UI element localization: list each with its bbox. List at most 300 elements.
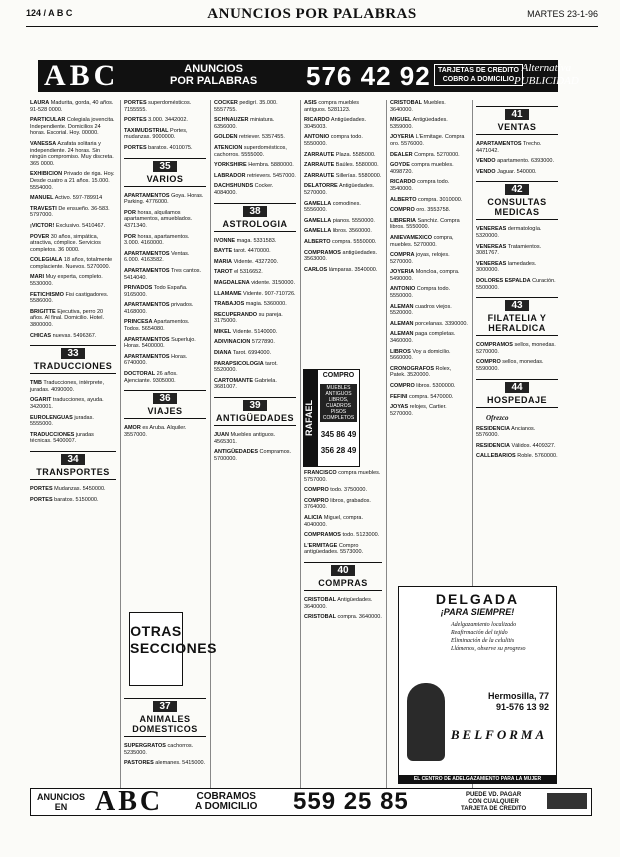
entry-keyword: LLAMAME <box>214 290 242 297</box>
classified-entry <box>304 134 382 147</box>
entry-text: Baúles. 5580000. <box>335 162 379 169</box>
entry-keyword: SCHNAUZER <box>214 117 249 124</box>
entry-keyword: ANTONIO <box>304 134 330 141</box>
section-number: 36 <box>153 393 176 404</box>
banner-anuncios <box>170 63 257 87</box>
entry-keyword: ZARRAUTE <box>304 151 335 158</box>
entry-keyword: COMPRO <box>304 487 329 494</box>
entry-text: Traducciones, intérprete, juradas. 4090000. <box>30 380 104 393</box>
delgada-item: Llámenos, observe su progreso <box>451 646 526 652</box>
delgada-ad <box>398 586 557 784</box>
entry-text: traducciones, ayuda. 3420001. <box>30 397 104 410</box>
column-4 <box>304 100 382 277</box>
section-name: FILATELIA Y HERALDICA <box>487 313 547 334</box>
classified-entry <box>304 470 382 483</box>
classified-entry <box>214 145 296 158</box>
entry-text: pianos. 5550000. <box>332 217 375 224</box>
compro-item: LIBROS, CUADROS <box>325 397 351 409</box>
classified-entry <box>304 173 382 180</box>
classified-entry <box>124 302 206 315</box>
entry-keyword: PORTES <box>124 144 147 151</box>
bottom-abc-logo: ABC <box>95 786 164 817</box>
entry-text: Superlujo. Horas. 5400000. <box>124 336 196 350</box>
card-line2: COBRO A DOMICILIO <box>442 76 515 83</box>
otras-line2: SECCIONES <box>130 640 217 656</box>
section-name: ANTIGÜEDADES <box>215 413 294 424</box>
entry-keyword: PORTES <box>30 485 53 492</box>
classified-entry <box>390 331 468 344</box>
column-divider <box>300 100 301 790</box>
entry-keyword: VENDO <box>476 158 496 165</box>
section-number: 41 <box>505 109 528 120</box>
entry-keyword: RESIDENCIA <box>476 425 510 432</box>
entry-keyword: MANUEL <box>30 195 54 202</box>
entry-keyword: ALEMAN <box>390 331 414 338</box>
entry-text: Todo España. 9165000. <box>124 285 188 298</box>
entry-text: Gabriela. 3681007. <box>214 377 277 391</box>
classified-entry <box>214 134 296 141</box>
entry-text: Muy experta, completo. 5530000. <box>30 274 103 288</box>
entry-keyword: PORTES <box>124 100 147 106</box>
entry-text: Antigüedades. 5359000. <box>390 117 448 130</box>
section-name: TRANSPORTES <box>36 466 110 477</box>
section-name: HOSPEDAJE <box>486 394 548 405</box>
entry-text: apartamento. 6393000. <box>497 158 554 165</box>
entry-keyword: COMPRO <box>390 383 415 389</box>
classified-entry <box>30 223 116 230</box>
bottom-cob2: A DOMICILIO <box>195 801 258 812</box>
section-name: ASTROLOGIA <box>222 218 288 229</box>
entry-text: cachorros. 5235000. <box>124 743 194 756</box>
entry-text: compra. 5470000. <box>408 393 454 400</box>
entry-keyword: RICARDO <box>304 117 330 124</box>
bottom-phone: 559 25 85 <box>293 788 409 815</box>
classified-entry <box>30 415 116 428</box>
entry-keyword: MARI <box>30 274 45 281</box>
section-35 <box>124 158 206 187</box>
entry-text: joyas, relojes. 5270000. <box>390 252 450 265</box>
entry-text: libros. 3560000. <box>332 228 372 235</box>
entry-text: Curación. 5500000. <box>476 277 556 291</box>
ofrezco-label: Ofrezco <box>486 413 509 422</box>
entry-keyword: DEALER <box>390 151 413 158</box>
banner-phone: 576 42 92 <box>306 61 431 91</box>
entry-text: tarot. 4470000. <box>233 248 271 255</box>
entry-text: Plaza. 5585000. <box>335 151 376 158</box>
entry-keyword: TAXIMUDSTRIAL <box>124 127 169 134</box>
entry-keyword: AMOR <box>124 425 141 432</box>
classified-entry <box>30 497 116 504</box>
banner-anuncios-line1: ANUNCIOS <box>184 63 243 75</box>
section-name: VARIOS <box>146 173 184 184</box>
entry-text: 18 años, totalmente complaciente. Nuevos. 5270000. <box>30 257 113 270</box>
classified-entry <box>124 128 206 141</box>
delgada-street: Hermosilla, 77 <box>487 691 549 701</box>
section-number: 43 <box>505 300 528 311</box>
section-36 <box>124 390 206 419</box>
column-5 <box>390 100 468 421</box>
bottom-cobramos <box>195 792 257 812</box>
bottom-cob1: COBRAMOS <box>196 791 256 802</box>
bottom-anuncios <box>37 792 85 812</box>
column-divider <box>386 100 387 790</box>
classified-entry <box>30 432 116 445</box>
entry-text: Compra todo. 5550000. <box>390 286 451 300</box>
bottom-puede2: CON CUALQUIER <box>468 799 519 805</box>
classified-entry <box>30 206 116 219</box>
section-number: 34 <box>61 454 84 465</box>
entry-keyword: CARTOMANTE <box>214 377 254 384</box>
entry-keyword: COMPRO <box>476 359 501 366</box>
section-title: ANUNCIOS POR PALABRAS <box>207 6 417 22</box>
entry-text: Exclusivo. 5410467. <box>55 222 106 229</box>
entry-keyword: ATENCION <box>214 144 243 151</box>
entry-text: Moncloa, compra. 5490000. <box>390 269 460 282</box>
entry-keyword: COMPRA <box>390 252 415 259</box>
classified-entry <box>304 239 382 246</box>
classified-entry <box>304 117 382 130</box>
entry-keyword: ADIVINACION <box>214 339 251 346</box>
entry-text: lamedades. 3000000. <box>476 260 537 274</box>
classified-entry <box>124 371 206 384</box>
entry-keyword: ZARRAUTE <box>304 162 335 169</box>
classified-entry <box>476 453 558 460</box>
entry-text: paga completas. 3460000. <box>390 331 456 345</box>
entry-text: 5727890. <box>251 339 275 346</box>
entry-keyword: LABRADOR <box>214 172 246 179</box>
entry-text: horas, alquilamos apartamentos, amueblados. 4371340. <box>124 209 193 229</box>
entry-keyword: CRONOGRAFOS <box>390 365 434 372</box>
classified-entry <box>124 319 206 332</box>
classified-entry <box>304 162 382 169</box>
entry-keyword: COLEGIALA <box>30 257 63 264</box>
entry-keyword: CRISTOBAL <box>304 596 336 603</box>
entry-keyword: MAGDALENA <box>214 279 250 286</box>
compro-ad <box>303 369 360 467</box>
entry-text: Vidente. 4327200. <box>233 258 279 265</box>
section-41 <box>476 106 558 135</box>
compro-title: COMPRO <box>322 372 355 379</box>
entry-keyword: ¡VICTOR! <box>30 222 55 229</box>
entry-text: Sillerías. 5580000. <box>335 172 382 179</box>
entry-text: sellos, monedas. 5590000. <box>476 359 544 372</box>
entry-keyword: BRIGITTE <box>30 308 56 315</box>
classified-entry <box>476 443 558 450</box>
classified-entry <box>304 543 382 556</box>
entry-text: Mudanzas. 5450000. <box>54 485 106 492</box>
compro-items <box>320 384 357 422</box>
classified-entry <box>390 269 468 282</box>
entry-text: Sanchiz. Compra libros. 5550000. <box>390 217 460 231</box>
classified-entry <box>304 515 382 528</box>
entry-keyword: APARTAMENTOS <box>124 192 170 199</box>
section-number: 39 <box>243 400 266 411</box>
entry-text: libros. 5300000. <box>416 383 456 389</box>
classified-entry <box>214 312 296 325</box>
entry-keyword: GAMELLA <box>304 217 332 224</box>
classified-entry <box>30 195 116 202</box>
classified-entry <box>476 141 558 154</box>
entry-keyword: RECUPERANDO <box>214 311 258 318</box>
classified-entry <box>124 285 206 298</box>
classified-entry <box>124 117 206 124</box>
delgada-item: Adelgazamiento localizado <box>451 622 517 628</box>
classified-entry <box>390 117 468 130</box>
page-number: 124 / A B C <box>26 8 73 18</box>
classified-entry <box>390 394 468 401</box>
entry-keyword: FETICHISMO <box>30 291 64 298</box>
classified-entry <box>476 226 558 239</box>
column-divider <box>210 100 211 790</box>
entry-text: magia. 5360000. <box>245 301 287 308</box>
entry-text: vidente. 3150000. <box>251 279 296 286</box>
classified-entry <box>214 432 296 445</box>
classified-entry <box>390 404 468 417</box>
entry-text: 3.000. 3442002. <box>148 117 188 124</box>
classified-entry <box>390 218 468 231</box>
section-name: VENTAS <box>497 122 537 132</box>
entry-text: Trecho. 4471042. <box>476 141 542 154</box>
classified-entry <box>214 339 296 346</box>
entry-text: Compramos. 5700000. <box>214 449 292 462</box>
entry-keyword: ALBERTO <box>390 196 417 203</box>
entry-text: Válidos. 4409327. <box>511 442 556 449</box>
column-2 <box>124 100 206 442</box>
entry-keyword: APARTAMENTOS <box>124 267 170 274</box>
delgada-address <box>457 691 549 713</box>
entry-keyword: COMPRO <box>304 497 329 504</box>
column-3 <box>214 100 296 466</box>
entry-text: privados. 4168000. <box>124 302 194 315</box>
entry-text: nuevas. 5496367. <box>52 332 97 339</box>
entry-text: alemanes. 5415000. <box>155 760 206 767</box>
entry-keyword: ZARRAUTE <box>304 172 335 179</box>
entry-text: Tratamientos. 3081767. <box>476 243 542 257</box>
page-header <box>26 6 598 27</box>
entry-keyword: DELATORRE <box>304 183 338 190</box>
entry-keyword: COCKER <box>214 100 238 106</box>
classified-entry <box>124 425 206 438</box>
entry-text: Compro antigüedades. 5573000. <box>304 542 364 556</box>
entry-text: Hembra. 5880000. <box>248 162 294 169</box>
section-name: ANIMALES DOMESTICOS <box>132 714 198 734</box>
entry-text: compra muebles. 4098720. <box>390 162 454 175</box>
credit-cards-icon <box>547 793 587 809</box>
classified-entry <box>214 269 296 276</box>
classified-entry <box>124 743 206 756</box>
delgada-subtitle: ¡PARA SIEMPRE! <box>440 607 515 617</box>
entry-keyword: JOYAS <box>390 404 409 411</box>
entry-text: Madurita, gorda, 40 años. 91-528 0000. <box>30 100 114 113</box>
classified-entry <box>214 378 296 391</box>
entry-keyword: GOYDE <box>390 162 410 169</box>
entry-text: Antigüedades. 3045003. <box>304 117 367 130</box>
section-name: CONSULTAS MEDICAS <box>487 197 547 218</box>
entry-keyword: ANIEVAMEXICO <box>390 234 433 241</box>
classified-entry <box>124 234 206 247</box>
entry-text: el 5316652. <box>234 269 263 276</box>
entry-keyword: TRADUCCIONES <box>30 431 75 438</box>
entry-text: Muebles antiguos. 4565301. <box>214 432 276 445</box>
entry-text: compra todo. 5550000. <box>304 134 363 147</box>
compro-item: MUEBLES ANTIGUOS <box>325 385 352 397</box>
entry-keyword: VANESSA <box>30 140 57 147</box>
entry-keyword: APARTAMENTOS <box>476 141 522 147</box>
delgada-title: DELGADA <box>435 591 520 607</box>
column-2-bottom <box>124 692 206 771</box>
compro-side: RAFAEL <box>304 370 318 466</box>
classified-entry <box>214 350 296 357</box>
entry-keyword: OGARIT <box>30 397 52 404</box>
classified-entry <box>304 532 382 539</box>
entry-keyword: JOYERIA <box>390 269 415 276</box>
entry-keyword: L'ERMITAGE <box>304 542 338 549</box>
classified-entry <box>390 252 468 265</box>
classified-entry <box>390 100 468 113</box>
entry-text: Muebles. 3640000. <box>390 100 446 113</box>
entry-keyword: RESIDENCIA <box>476 442 510 449</box>
entry-text: lámparas. 3540000. <box>328 266 378 273</box>
entry-text: oro. 3553758. <box>416 207 451 214</box>
section-37 <box>124 698 206 737</box>
classified-entry <box>304 267 382 274</box>
entry-text: es Aruba. Alquiler. 3557000. <box>124 425 187 438</box>
classified-entry <box>124 251 206 264</box>
top-banner <box>38 59 579 92</box>
entry-keyword: FRANCISCO <box>304 470 337 476</box>
classified-entry <box>304 201 382 214</box>
section-38 <box>214 203 296 232</box>
section-number: 33 <box>61 348 84 359</box>
classified-entry <box>214 291 296 298</box>
entry-keyword: TRAVESTI <box>30 205 57 212</box>
entry-text: sellos, monedas. 5270000. <box>476 342 556 355</box>
classified-entry <box>214 100 296 113</box>
classified-entry <box>30 100 116 113</box>
classified-entry <box>390 134 468 147</box>
entry-keyword: CRISTOBAL <box>304 614 336 621</box>
compro-phone: 345 86 49 <box>320 430 357 439</box>
section-number: 42 <box>505 184 528 195</box>
entry-text: cuadros viejos. 5520000. <box>390 303 452 317</box>
entry-text: horas, apartamentos. 3.000. 4160000. <box>124 233 190 247</box>
classified-entry <box>30 117 116 137</box>
entry-keyword: VENEREAS <box>476 243 507 250</box>
entry-keyword: LIBRERIA <box>390 217 416 224</box>
classified-entry <box>214 183 296 196</box>
entry-text: compra. 5550000. <box>332 238 377 245</box>
section-number: 40 <box>331 565 354 576</box>
entry-keyword: PORTES <box>124 117 147 124</box>
section-34 <box>30 451 116 480</box>
classified-entry <box>304 218 382 225</box>
entry-text: Activo. 597-789914 <box>54 195 103 202</box>
section-name: COMPRAS <box>318 577 368 588</box>
classified-entry <box>476 261 558 274</box>
classified-entry <box>304 487 382 494</box>
entry-keyword: POR <box>124 209 136 216</box>
entry-keyword: JOYERIA <box>390 134 415 141</box>
classified-entry <box>476 169 558 176</box>
classified-entry <box>214 117 296 130</box>
column-1 <box>30 100 116 507</box>
entry-text: Colegiala jovencita. Independiente. Domicilios 24 horas. Escorial. Hoy. 00000. <box>30 117 115 137</box>
entry-keyword: FEFINI <box>390 393 408 400</box>
classified-entry <box>304 498 382 511</box>
entry-keyword: TAROT <box>214 269 233 276</box>
classified-entry <box>214 173 296 180</box>
classified-entry <box>304 183 382 196</box>
classified-entry <box>124 337 206 350</box>
entry-text: Apartamentos. Todos. 5654080. <box>124 319 190 333</box>
entry-keyword: COMPRAMOS <box>476 342 513 349</box>
entry-text: Antigüedades. 3640000. <box>304 596 373 610</box>
classified-entry <box>476 158 558 165</box>
classified-entry <box>304 228 382 235</box>
entry-keyword: CALLEBARIOS <box>476 453 516 460</box>
entry-keyword: GAMELLA <box>304 228 332 235</box>
otras-secciones-box <box>129 612 217 686</box>
entry-keyword: PARAPSICOLOGIA <box>214 360 264 367</box>
column-6 <box>476 100 558 464</box>
classified-entry <box>304 614 382 621</box>
delgada-item: Eliminación de la celulitis <box>451 638 515 644</box>
entry-keyword: TRABAJOS <box>214 301 245 308</box>
entry-keyword: LAURA <box>30 100 50 106</box>
entry-keyword: APARTAMENTOS <box>124 302 170 309</box>
classified-entry <box>124 268 206 281</box>
entry-text: comodines. 5556000. <box>304 200 361 214</box>
entry-text: superdomésticos. 7155555. <box>124 100 192 113</box>
delgada-footer: EL CENTRO DE ADELGAZAMIENTO PARA LA MUJER <box>399 775 556 783</box>
entry-text: baratos. 4010075. <box>148 144 193 151</box>
entry-text: De ensueño. 36-583. 5797000. <box>30 205 110 219</box>
classified-entry <box>476 342 558 355</box>
entry-keyword: PRIVADOS <box>124 285 153 292</box>
entry-keyword: LIBROS <box>390 348 411 355</box>
entry-keyword: COMPRAMOS <box>304 532 341 539</box>
classified-entry <box>214 248 296 255</box>
entry-text: Cocker. 4084000. <box>214 183 274 196</box>
section-33 <box>30 345 116 374</box>
entry-keyword: DOCTORAL <box>124 371 156 378</box>
alt-line1: Alternativa <box>521 62 572 74</box>
classified-entry <box>390 349 468 362</box>
delgada-list <box>451 621 556 653</box>
classified-entry <box>30 141 116 167</box>
classified-entry <box>30 171 116 191</box>
delgada-phone: 91-576 13 92 <box>495 702 549 712</box>
classified-entry <box>30 234 116 254</box>
entry-keyword: VENEREAS <box>476 260 507 267</box>
classified-entry <box>30 486 116 493</box>
entry-text: Horas. 6740000. <box>124 353 188 367</box>
entry-keyword: DACHSHUNDS <box>214 183 254 190</box>
entry-text: antigüedades. 3563000. <box>304 249 378 263</box>
delgada-item: Reafirmación del tejido <box>451 630 508 636</box>
entry-keyword: MIKEL <box>214 328 232 335</box>
entry-keyword: ALEMAN <box>390 303 414 310</box>
classified-entry <box>476 278 558 291</box>
entry-keyword: PRINCESA <box>124 319 153 326</box>
entry-text: Antigüedades. 5270000. <box>304 183 375 196</box>
classified-entry <box>214 259 296 266</box>
bottom-an2: EN <box>54 802 68 812</box>
section-42 <box>476 181 558 220</box>
entry-text: baratos. 5150000. <box>54 496 99 503</box>
entry-keyword: ALEMAN <box>390 320 414 327</box>
entry-keyword: GOLDEN <box>214 134 238 141</box>
